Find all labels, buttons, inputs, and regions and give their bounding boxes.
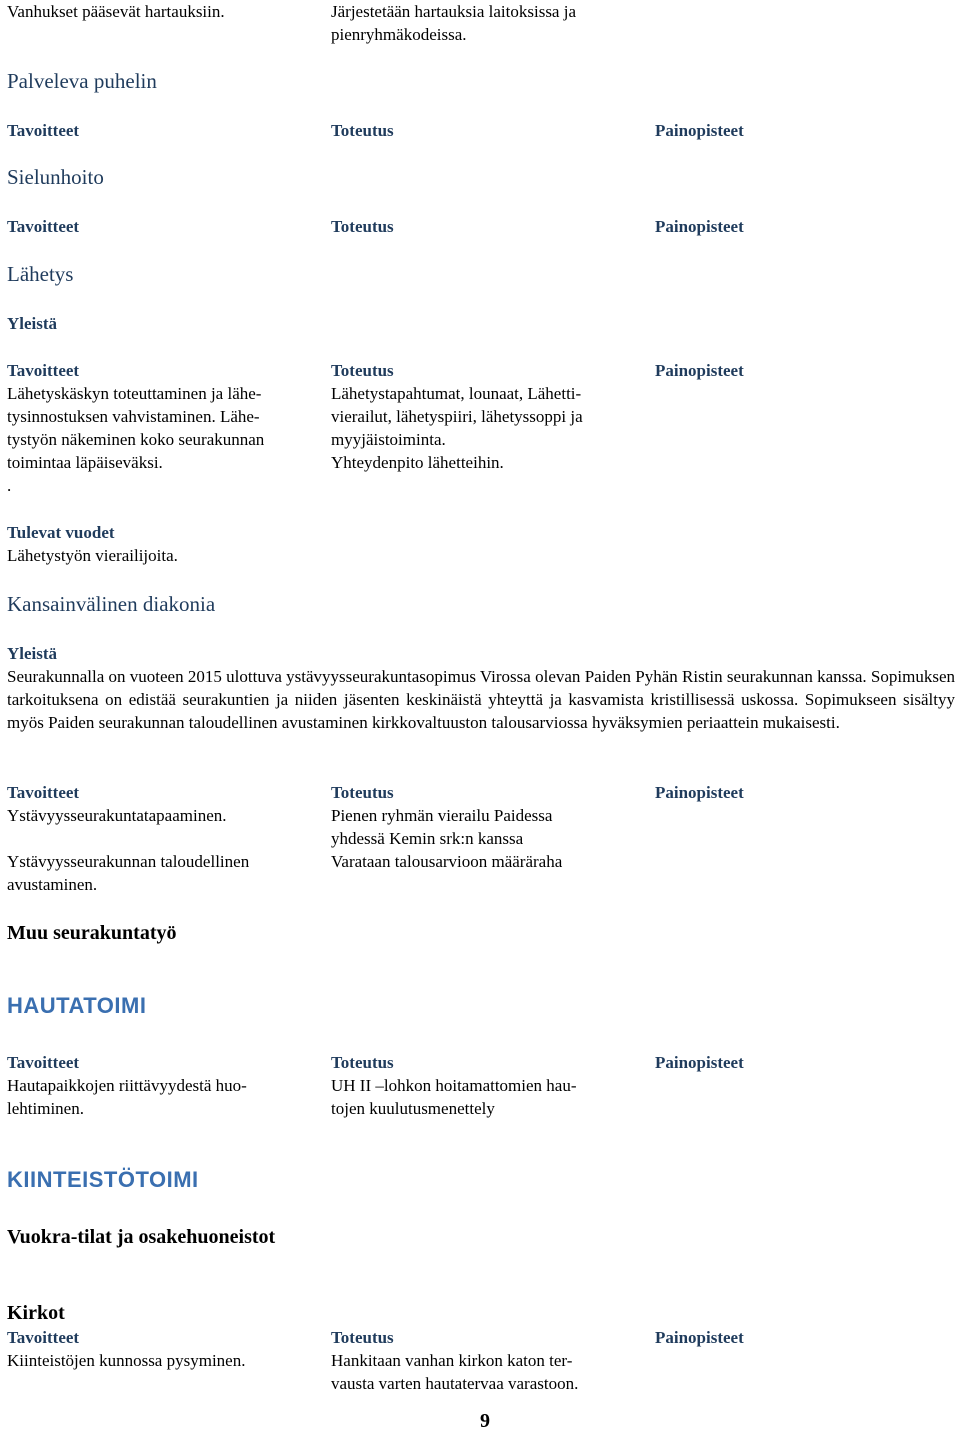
kansainvalinen-subtitle-yleista: Yleistä <box>7 644 58 663</box>
kiinteistotoimi-goal: Kiinteistöjen kunnossa pysyminen. <box>7 1351 246 1370</box>
header-painopisteet: Painopisteet <box>655 361 744 380</box>
section-title-kiinteistotoimi: KIINTEISTÖTOIMI <box>7 1167 199 1192</box>
header-toteutus: Toteutus <box>331 783 394 802</box>
top-row-goal: Vanhukset pääsevät hartauksiin. <box>7 2 225 21</box>
header-toteutus: Toteutus <box>331 121 394 140</box>
lahetys-tulevat-vuodet-label: Tulevat vuodet <box>7 523 115 542</box>
hautatoimi-goal: Hautapaikkojen riittävyydestä huo- lehtiminen. <box>7 1076 247 1118</box>
kansainvalinen-goal-2: Ystävyysseurakunnan taloudellinen avustaminen. <box>7 852 250 894</box>
kiinteistotoimi-implementation: Hankitaan vanhan kirkon katon ter- vausta varten hautatervaa varastoon. <box>331 1351 579 1393</box>
header-toteutus: Toteutus <box>331 1328 394 1347</box>
header-tavoitteet: Tavoitteet <box>7 1053 80 1072</box>
lahetys-implementation: Lähetystapahtumat, lounaat, Lähetti- vierailut, lähetyspiiri, lähetyssoppi ja myyjäistoiminta. Yhteydenpito lähetteihin. <box>331 384 583 472</box>
header-toteutus: Toteutus <box>331 217 394 236</box>
lahetys-tulevat-vuodet-text: Lähetystyön vierailijoita. <box>7 546 178 565</box>
header-tavoitteet: Tavoitteet <box>7 361 80 380</box>
top-row-implementation: Järjestetään hartauksia laitoksissa ja pienryhmäkodeissa. <box>331 2 576 44</box>
section-title-kansainvalinen-diakonia: Kansainvälinen diakonia <box>7 592 216 616</box>
kansainvalinen-paragraph: Seurakunnalla on vuoteen 2015 ulottuva ystävyysseurakuntasopimus Virossa olevan Paiden Pyhän Ristin seurakunnan kanssa. Sopimuksen tarkoituksena on edistää seurakuntien ja niiden jäsenten keskinäistä yhteyttä ja kasvamista kristillisessä uskossa. Sopimukseen sisältyy myös Paiden seurakunnan taloudellinen avustaminen kirkkovaltuuston talousarviossa hyväksymien periaattein mukaisesti. <box>7 667 955 732</box>
lahetys-subtitle-yleista: Yleistä <box>7 314 58 333</box>
subsection-title-kirkot: Kirkot <box>7 1302 65 1324</box>
header-painopisteet: Painopisteet <box>655 217 744 236</box>
header-painopisteet: Painopisteet <box>655 783 744 802</box>
header-toteutus: Toteutus <box>331 1053 394 1072</box>
kansainvalinen-implementation-1: Pienen ryhmän vierailu Paidessa yhdessä Kemin srk:n kanssa <box>331 806 553 848</box>
section-title-muu-seurakuntatyo: Muu seurakuntatyö <box>7 922 177 944</box>
subsection-title-vuokra-tilat: Vuokra-tilat ja osakehuoneistot <box>7 1226 276 1248</box>
header-toteutus: Toteutus <box>331 361 394 380</box>
hautatoimi-implementation: UH II –lohkon hoitamattomien hau- tojen kuulutusmenettely <box>331 1076 577 1118</box>
page-number: 9 <box>480 1410 490 1432</box>
header-tavoitteet: Tavoitteet <box>7 121 80 140</box>
kansainvalinen-implementation-2: Varataan talousarvioon määräraha <box>331 852 563 871</box>
header-painopisteet: Painopisteet <box>655 1053 744 1072</box>
header-tavoitteet: Tavoitteet <box>7 1328 80 1347</box>
lahetys-goal: Lähetyskäskyn toteuttaminen ja lähe- tysinnostuksen vahvistaminen. Lähe- tystyön näkeminen koko seurakunnan toimintaa läpäiseväksi. . <box>7 384 265 495</box>
header-tavoitteet: Tavoitteet <box>7 783 80 802</box>
section-title-lahetys: Lähetys <box>7 262 74 286</box>
header-painopisteet: Painopisteet <box>655 121 744 140</box>
kansainvalinen-goal-1: Ystävyysseurakuntatapaaminen. <box>7 806 227 825</box>
section-title-palveleva-puhelin: Palveleva puhelin <box>7 69 157 93</box>
header-tavoitteet: Tavoitteet <box>7 217 80 236</box>
section-title-sielunhoito: Sielunhoito <box>7 165 104 189</box>
header-painopisteet: Painopisteet <box>655 1328 744 1347</box>
section-title-hautatoimi: HAUTATOIMI <box>7 993 147 1018</box>
